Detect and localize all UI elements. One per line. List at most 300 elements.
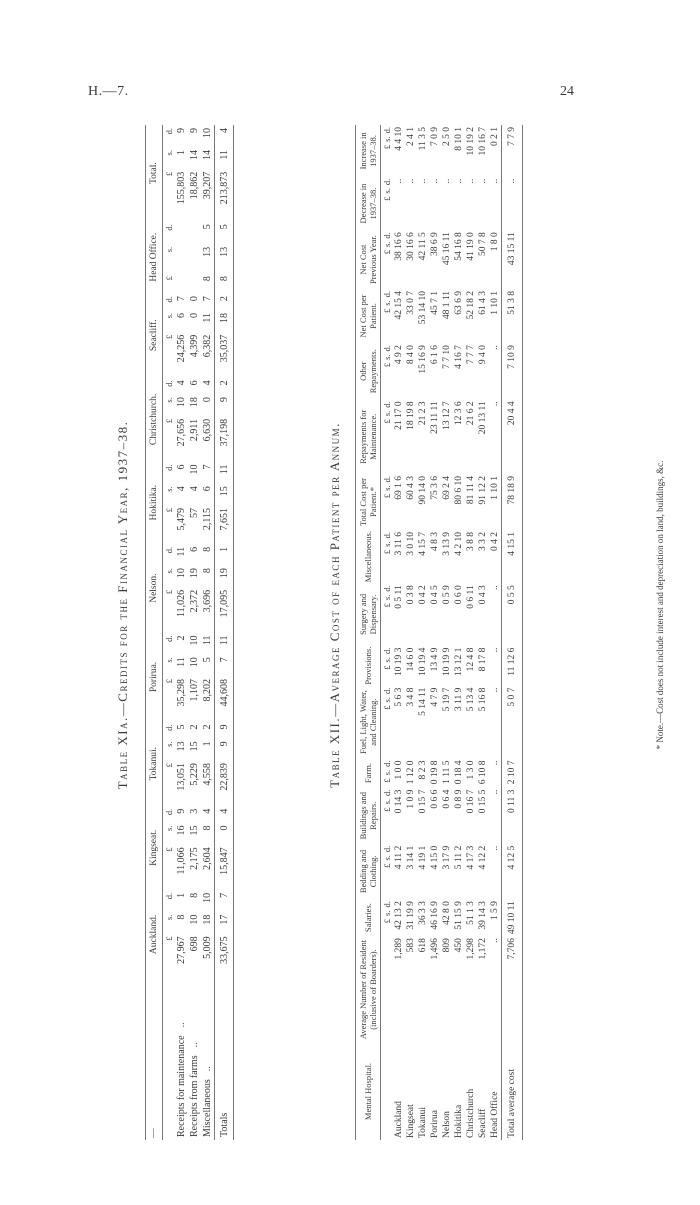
currency-unit: s. — [164, 246, 174, 253]
currency-unit: s. — [382, 410, 392, 417]
currency-unit: d. — [164, 892, 174, 900]
cost-cell: .. — [490, 760, 500, 766]
totals-row — [502, 125, 523, 1140]
currency-unit: £ — [382, 362, 392, 368]
table-cell: 9 — [189, 128, 200, 133]
table-cell: 0 — [202, 397, 213, 403]
cost-cell: 8 10 1 — [454, 127, 464, 151]
table-cell: 14 — [202, 150, 213, 161]
currency-unit: s. — [382, 188, 392, 194]
table-cell: 7 — [202, 464, 213, 470]
table-cell: 2 — [189, 724, 200, 730]
currency-unit: s. — [164, 312, 174, 319]
table-cell: 10 — [202, 128, 213, 138]
cost-cell: 12 4 8 — [466, 647, 476, 672]
cost-cell: 0 18 4 — [454, 760, 464, 785]
currency-unit: £ — [164, 589, 174, 595]
table-xia-column-header: Nelson. — [146, 544, 163, 633]
cost-cell: 36 3 3 — [418, 901, 428, 925]
currency-unit-group — [381, 177, 394, 230]
cost-cell: 9 4 0 — [478, 345, 488, 365]
currency-unit: s. — [382, 798, 392, 805]
table-xii-title: Table XII.—Average Cost of each Patient per Annum. — [327, 422, 342, 788]
table-cell: 8 — [202, 276, 213, 282]
cost-cell: 0 6 11 — [466, 585, 476, 609]
cost-cell: 0 6 6 — [430, 789, 440, 809]
table-cell: 2,372 — [189, 589, 200, 613]
table-cell: 10 — [176, 568, 187, 579]
currency-unit: £ — [164, 171, 174, 177]
currency-unit: £ — [382, 419, 392, 424]
cost-cell: 43 15 11 — [502, 230, 523, 289]
cost-cell: 11 3 5 — [418, 127, 428, 151]
hospital-name: Porirua — [430, 1110, 440, 1138]
table-row — [429, 125, 441, 1140]
table-xii-column-header: Net Cost per Patient. — [356, 289, 381, 343]
cost-cell: 6 1 6 — [430, 345, 440, 365]
table-cell: 6 — [176, 312, 187, 318]
total-cell: 8 — [215, 273, 234, 293]
currency-unit: £ — [382, 250, 392, 255]
table-xii-column-header: Decrease in 1937–38. — [356, 177, 381, 230]
table-cell: 0 — [189, 296, 200, 302]
table-row — [465, 125, 477, 1140]
total-cell: 213,873 — [215, 169, 234, 221]
cost-cell: .. — [502, 177, 523, 230]
cost-cell: 3 11 6 — [394, 532, 404, 556]
cost-cell: 0 16 7 — [466, 789, 476, 814]
currency-unit: s. — [164, 825, 174, 831]
table-cell: 5,009 — [202, 936, 213, 959]
currency-unit: £ — [382, 196, 392, 201]
cost-cell: .. — [490, 345, 500, 350]
cost-cell: 1 10 1 — [490, 476, 500, 500]
cost-cell: 3 13 9 — [442, 532, 452, 556]
resident-count: 809 — [442, 938, 452, 953]
table-cell: 2,604 — [202, 847, 213, 870]
currency-unit: s. — [382, 697, 392, 703]
currency-unit-group — [381, 343, 394, 399]
table-cell: 4 — [176, 380, 187, 386]
table-cell: 10 — [189, 635, 200, 646]
unit-spacer — [381, 1043, 394, 1140]
table-xia-unit-row — [163, 125, 176, 1140]
cost-cell: 5 16 8 — [478, 687, 488, 712]
currency-unit: d. — [382, 789, 392, 796]
total-cell: 1 — [215, 544, 234, 565]
hospital-name: Total average cost — [502, 1043, 523, 1140]
cost-cell: 42 13 2 — [394, 901, 404, 930]
cost-cell: 0 5 11 — [394, 585, 404, 609]
cost-cell: .. — [406, 178, 416, 184]
rotated-content — [85, 60, 685, 1150]
table-cell: 2,175 — [189, 847, 200, 870]
table-cell: 10 — [189, 914, 200, 925]
cost-cell: 50 7 8 — [478, 232, 488, 256]
currency-unit: d. — [382, 901, 392, 908]
table-xia-column-header: Auckland. — [146, 890, 163, 979]
table-cell: 24,256 — [176, 334, 187, 363]
table-xii-column-header: Bedding and Clothing. — [356, 844, 381, 899]
table-cell: 4,399 — [189, 334, 200, 358]
table-cell: 155,803 — [176, 171, 187, 205]
cost-cell: 3 4 8 — [406, 687, 416, 707]
currency-unit-group — [381, 289, 394, 343]
total-cell: 18 — [215, 310, 234, 332]
currency-unit: £ — [382, 863, 392, 868]
table-row — [201, 125, 215, 1140]
table-xia-column-header: Seacliff. — [146, 293, 163, 377]
total-cell: 11 — [215, 462, 234, 484]
table-cell: 5 — [202, 224, 213, 230]
cost-cell: 90 14 0 — [418, 476, 428, 505]
currency-unit: d. — [164, 724, 174, 731]
table-row — [477, 125, 489, 1140]
total-cell: 19 — [215, 565, 234, 587]
total-cell: 9 — [215, 738, 234, 760]
table-xii-column-header: Buildings and Repairs. — [356, 788, 381, 844]
total-cell: 7 — [215, 654, 234, 676]
cost-cell: 42 15 4 — [394, 290, 404, 320]
currency-unit-group — [381, 759, 394, 788]
total-cell: 15 — [215, 483, 234, 505]
cost-cell: 0 3 8 — [406, 585, 416, 605]
table-cell: 18,862 — [189, 171, 200, 200]
table-cell: 15 — [189, 741, 200, 752]
cost-cell: 0 15 7 — [418, 789, 428, 814]
table-xii-column-header: Repayments for Maintenance. — [356, 399, 381, 474]
cost-cell: 60 4 3 — [406, 476, 416, 500]
total-cell: 44,608 — [215, 676, 234, 722]
table-cell: 4 — [189, 486, 200, 492]
currency-unit: s. — [382, 136, 392, 142]
table-cell: 10 — [189, 464, 200, 475]
cost-cell: 2 4 1 — [406, 127, 416, 146]
currency-unit: s. — [382, 855, 392, 861]
currency-unit: £ — [382, 705, 392, 710]
table-row — [489, 125, 502, 1140]
cost-cell: 2 10 7 — [502, 759, 523, 788]
total-cell: 35,037 — [215, 332, 234, 378]
cost-cell: 69 1 6 — [394, 476, 404, 500]
table-cell: 11 — [176, 546, 187, 557]
cost-cell: 4 15 1 — [502, 530, 523, 583]
currency-unit: d. — [382, 345, 392, 352]
cost-cell: 46 16 9 — [430, 901, 440, 930]
currency-unit: s. — [164, 150, 174, 156]
currency-unit: s. — [382, 657, 392, 663]
cost-cell: 21 17 0 — [394, 401, 404, 430]
table-cell: 11,026 — [176, 589, 187, 617]
table-xia-column-header: Porirua. — [146, 632, 163, 721]
cost-cell: .. — [490, 789, 500, 795]
cost-cell: 51 3 8 — [502, 289, 523, 343]
total-cell: 11 — [215, 147, 234, 169]
cost-cell: 7 7 7 — [466, 345, 476, 365]
currency-unit: s. — [382, 769, 392, 776]
page-number: 24 — [560, 84, 574, 99]
table-xia-body — [175, 125, 234, 1140]
total-cell: 7,651 — [215, 505, 234, 544]
table-cell: 5 — [202, 657, 213, 663]
cost-cell: 23 11 11 — [430, 401, 440, 434]
table-cell: 10 — [189, 657, 200, 668]
currency-unit: s. — [164, 914, 174, 921]
currency-unit: d. — [164, 546, 174, 554]
table-xii — [355, 125, 523, 1140]
hospital-name: Tokanui — [418, 1107, 428, 1138]
table-cell: 8 — [202, 825, 213, 831]
cost-cell: .. — [490, 178, 500, 184]
cost-cell: 20 4 4 — [502, 399, 523, 474]
total-cell: 0 — [215, 823, 234, 845]
currency-unit: d. — [164, 635, 174, 642]
cost-cell: 5 0 7 — [502, 686, 523, 759]
table-cell: 8 — [202, 546, 213, 552]
cost-cell: 48 1 11 — [442, 290, 452, 320]
table-cell: 14 — [189, 150, 200, 161]
cost-cell: 42 11 5 — [418, 232, 428, 261]
cost-cell: 7 0 9 — [430, 127, 440, 146]
hospital-name: Seacliff — [478, 1108, 488, 1138]
cost-cell: 0 4 5 — [430, 585, 440, 605]
cost-cell: 30 16 6 — [406, 232, 416, 261]
hospital-name: Head Office — [490, 1091, 500, 1138]
currency-unit: d. — [382, 232, 392, 239]
currency-unit: d. — [382, 845, 392, 853]
cost-cell: 49 10 11 — [502, 899, 523, 936]
table-xii-column-header: Total Cost per Patient.* — [356, 474, 381, 530]
table-cell — [188, 244, 201, 273]
table-cell: 6 — [176, 464, 187, 470]
cost-cell: .. — [454, 178, 464, 184]
cost-cell: 63 6 9 — [454, 290, 464, 315]
table-xia-column-header: Hokitika. — [146, 462, 163, 544]
table-cell: 19 — [189, 568, 200, 579]
cost-cell: .. — [490, 647, 500, 653]
table-row — [441, 125, 453, 1140]
cost-cell: 91 12 2 — [478, 476, 488, 505]
table-cell: 6,382 — [202, 334, 213, 358]
resident-count: 583 — [406, 938, 416, 953]
cost-cell: 81 11 4 — [466, 476, 476, 505]
currency-unit-group — [381, 788, 394, 844]
totals-row — [215, 125, 234, 1140]
hospital-name: Christchurch — [466, 1088, 476, 1138]
currency-unit-group — [381, 399, 394, 474]
currency-unit: d. — [382, 127, 392, 134]
cost-cell: 4 17 3 — [466, 845, 476, 870]
table-cell: 5,229 — [189, 763, 200, 786]
currency-unit: d. — [382, 401, 392, 408]
table-cell: 11 — [202, 312, 213, 323]
currency-unit-group — [381, 530, 394, 583]
cost-cell: 4 4 10 — [394, 127, 404, 151]
table-xia-column-header: Christchurch. — [146, 377, 163, 461]
cost-cell: 13 12 1 — [454, 647, 464, 677]
currency-unit: £ — [382, 918, 392, 924]
table-cell: 13 — [176, 741, 187, 752]
cost-cell: 4 9 2 — [394, 345, 404, 365]
table-cell: 1 — [202, 741, 213, 747]
currency-unit: d. — [382, 687, 392, 695]
table-row — [393, 125, 405, 1140]
cost-cell: 12 3 6 — [454, 401, 464, 426]
currency-unit-group — [381, 899, 394, 936]
table-cell: 2 — [202, 724, 213, 730]
cost-cell: 4 19 1 — [418, 845, 428, 870]
table-xii-unit-row — [381, 125, 394, 1140]
total-cell: 37,198 — [215, 416, 234, 462]
currency-unit-group — [381, 686, 394, 759]
row-label-text: Miscellaneous — [202, 1079, 213, 1137]
total-cell: 17,095 — [215, 587, 234, 633]
table-row — [453, 125, 465, 1140]
leader-dots: .. — [202, 1066, 213, 1072]
resident-count: .. — [490, 938, 500, 943]
cost-cell: 4 11 2 — [394, 845, 404, 870]
cost-cell: 11 12 6 — [502, 646, 523, 686]
cost-cell: 80 6 10 — [454, 476, 464, 505]
table-xia-column-header: Total. — [146, 125, 163, 221]
cost-cell: 18 19 8 — [406, 401, 416, 430]
resident-count: 1,298 — [466, 938, 476, 960]
cost-cell: 7 7 9 — [502, 125, 523, 177]
currency-unit: s. — [382, 300, 392, 306]
currency-unit: £ — [164, 936, 174, 941]
currency-unit: £ — [164, 418, 174, 424]
cost-cell: 0 8 9 — [454, 789, 464, 809]
cost-cell: 8 17 8 — [478, 647, 488, 672]
table-cell: 35,298 — [176, 678, 187, 707]
cost-cell: 3 14 1 — [406, 845, 416, 870]
cost-cell: .. — [466, 178, 476, 184]
cost-cell: 4 15 7 — [418, 532, 428, 556]
table-xii-column-header: Salaries. — [356, 899, 381, 936]
cost-cell: 5 19 7 — [442, 687, 452, 712]
currency-unit: s. — [382, 241, 392, 248]
table-cell: 57 — [189, 508, 200, 519]
cost-cell: 20 13 11 — [478, 401, 488, 435]
currency-unit: £ — [164, 276, 174, 281]
table-cell — [175, 273, 188, 293]
table-xia-header-row — [146, 125, 163, 1140]
total-cell: 4 — [215, 125, 234, 147]
hospital-name: Nelson — [442, 1111, 452, 1138]
table-cell: 27,656 — [176, 418, 187, 447]
currency-unit-group — [381, 474, 394, 530]
cost-cell: .. — [490, 585, 500, 591]
cost-cell: .. — [490, 687, 500, 693]
cost-cell: 45 16 11 — [442, 232, 452, 266]
table-xia — [145, 125, 234, 1140]
table-xii-body — [393, 125, 523, 1140]
cost-cell: 5 6 3 — [394, 687, 404, 707]
cost-cell: 54 16 8 — [454, 232, 464, 261]
table-cell: 8,202 — [202, 678, 213, 702]
total-cell: 11 — [215, 632, 234, 654]
cost-cell: 3 8 8 — [466, 532, 476, 552]
cost-cell: 0 4 3 — [478, 585, 488, 605]
cost-cell: 33 0 7 — [406, 290, 416, 315]
unit-spacer — [381, 936, 394, 1043]
hospital-name: Kingseat — [406, 1104, 416, 1138]
hospital-name: Hokitika — [454, 1104, 464, 1138]
cost-cell: 51 1 3 — [466, 901, 476, 925]
cost-cell: 0 5 9 — [442, 585, 452, 605]
total-cell: 9 — [215, 722, 234, 739]
cost-cell: 4 7 9 — [430, 687, 440, 707]
currency-unit: d. — [382, 178, 392, 186]
currency-unit: s. — [164, 397, 174, 403]
cost-note: * Note.—Cost does not include interest and depreciation on land, buildings, &c. — [655, 460, 665, 750]
table-cell: 2,911 — [189, 418, 200, 442]
table-cell: 4 — [176, 486, 187, 492]
cost-cell: 4 16 7 — [454, 345, 464, 369]
total-cell: 9 — [215, 394, 234, 416]
table-xia-column-header: Tokanui. — [146, 722, 163, 806]
resident-count: 7,706 — [502, 936, 523, 1043]
currency-unit: £ — [382, 308, 392, 314]
table-xii-column-header: Net Cost Previous Year. — [356, 230, 381, 289]
table-cell: 2 — [176, 635, 187, 641]
table-xii-column-header: Other Repayments. — [356, 343, 381, 399]
total-cell: 17 — [215, 912, 234, 934]
cost-cell: 21 2 3 — [418, 401, 428, 426]
table-cell — [175, 244, 188, 273]
leader-dots: .. — [189, 1042, 200, 1048]
table-cell: 27,967 — [176, 936, 187, 964]
cost-cell: 0 14 3 — [394, 789, 404, 814]
cost-cell: 53 14 10 — [418, 290, 428, 325]
table-xii-column-header: Provisions. — [356, 646, 381, 686]
currency-unit: d. — [382, 476, 392, 483]
cost-cell: 0 2 1 — [490, 127, 500, 146]
table-row — [188, 125, 201, 1140]
cost-cell: .. — [430, 178, 440, 184]
currency-unit: £ — [164, 763, 174, 768]
resident-count: 1,496 — [430, 938, 440, 960]
currency-unit: s. — [164, 568, 174, 574]
table-cell: 698 — [189, 936, 200, 952]
table-cell: 39,207 — [202, 171, 213, 200]
table-cell: 6 — [202, 486, 213, 492]
cost-cell: 6 10 8 — [478, 760, 488, 785]
currency-unit: s. — [382, 485, 392, 491]
currency-unit: d. — [382, 585, 392, 592]
cost-cell: 10 19 4 — [418, 647, 428, 677]
table-cell — [188, 221, 201, 244]
hospital-name: Auckland — [394, 1101, 404, 1138]
table-cell: 18 — [189, 397, 200, 408]
table-cell: 7 — [202, 296, 213, 302]
table-cell: 8 — [202, 568, 213, 574]
table-cell: 3,696 — [202, 589, 213, 613]
table-row — [417, 125, 429, 1140]
cost-cell: 41 19 0 — [466, 232, 476, 261]
cost-cell: 1 3 0 — [466, 760, 476, 780]
row-label — [188, 979, 201, 1140]
cost-cell: 1 8 0 — [490, 232, 500, 252]
currency-unit-group — [381, 230, 394, 289]
currency-unit: £ — [382, 807, 392, 812]
cost-cell: 10 19 2 — [466, 127, 476, 156]
cost-cell: 3 17 9 — [442, 845, 452, 870]
cost-cell: 3 0 10 — [406, 532, 416, 556]
cost-cell: 1 10 1 — [490, 290, 500, 315]
table-cell: 8 — [176, 914, 187, 920]
currency-unit: £ — [382, 603, 392, 608]
